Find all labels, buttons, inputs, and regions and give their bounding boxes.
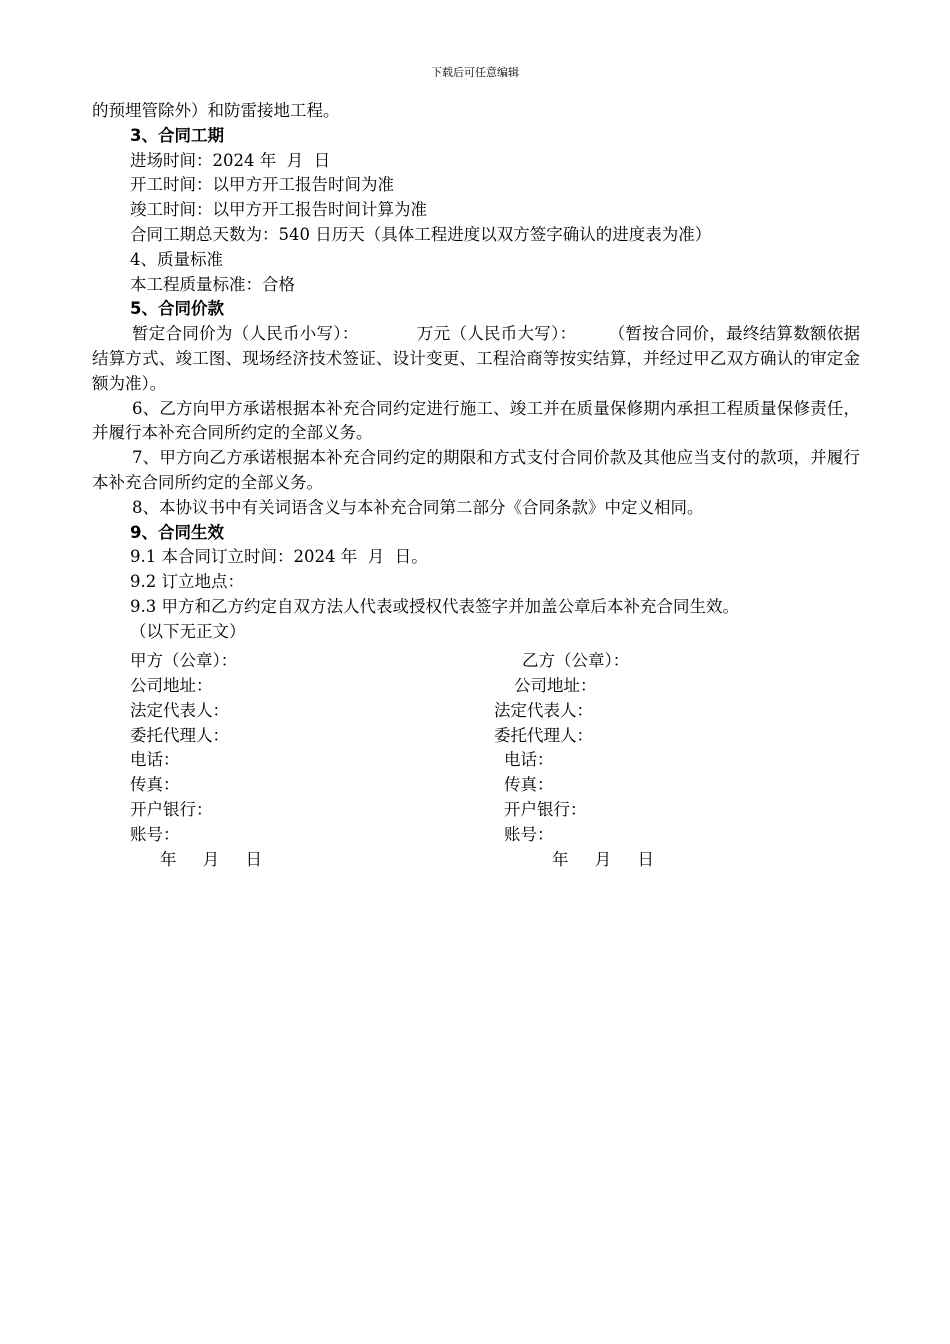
party-a-bank: 开户银行：: [130, 800, 213, 819]
completion-time: 竣工时间：以甲方开工报告时间计算为准: [130, 200, 427, 220]
party-a-legal-rep: 法定代表人：: [130, 701, 229, 720]
party-a-seal: 甲方（公章）：: [130, 651, 238, 670]
contract-body: [92, 99, 860, 645]
party-a-address: 公司地址：: [130, 676, 213, 695]
section-5-title: 5、合同价款: [130, 299, 224, 319]
total-days: 合同工期总天数为：540 日历天（具体工程进度以双方签字确认的进度表为准）: [130, 224, 712, 244]
party-b-date: 年 月 日: [552, 850, 654, 869]
line-continuation: 的预埋管除外）和防雷接地工程。: [92, 101, 340, 120]
clause-6: 6、乙方向甲方承诺根据本补充合同约定进行施工、竣工并在质量保修期内承担工程质量保修责任，并履行本补充合同所约定的全部义务。: [92, 398, 860, 443]
party-b-agent: 委托代理人：: [494, 726, 593, 745]
party-b-legal-rep: 法定代表人：: [494, 701, 593, 720]
party-a-phone: 电话：: [130, 750, 180, 769]
party-a-date: 年 月 日: [160, 850, 262, 869]
clause-9-3: 9.3 甲方和乙方约定自双方法人代表或授权代表签字并加盖公章后本补充合同生效。: [130, 596, 739, 616]
party-b-account: 账号：: [504, 825, 554, 844]
clause-9-1: 9.1 本合同订立时间：2024 年 月 日。: [130, 547, 428, 567]
party-b-address: 公司地址：: [514, 676, 597, 695]
party-a-account: 账号：: [130, 825, 180, 844]
clause-9-2: 9.2 订立地点：: [130, 572, 244, 592]
section-9-title: 9、合同生效: [130, 522, 224, 542]
party-b-seal: 乙方（公章）：: [522, 651, 630, 670]
clause-8: 8、本协议书中有关词语含义与本补充合同第二部分《合同条款》中定义相同。: [132, 497, 704, 517]
party-a-agent: 委托代理人：: [130, 726, 229, 745]
price-uppercase-label: 万元（人民币大写）：: [416, 324, 577, 344]
no-more-text: （以下无正文）: [130, 621, 246, 641]
entry-time: 进场时间：2024 年 月 日: [130, 150, 331, 170]
party-b-phone: 电话：: [504, 750, 554, 769]
party-a-fax: 传真：: [130, 775, 180, 794]
section-3-title: 3、合同工期: [130, 125, 224, 145]
party-b-bank: 开户银行：: [504, 800, 587, 819]
price-lowercase-label: 暂定合同价为（人民币小写）：: [132, 324, 359, 344]
page-header-note: 下载后可任意编辑: [431, 66, 519, 79]
contract-price-clause: [92, 322, 860, 396]
price-settlement-note: （暂按合同价，最终结算数额依据结算方式、竣工图、现场经济技术签证、设计变更、工程洽商等按实结算，并经过甲乙双方确认的审定金额为准）。: [92, 324, 861, 393]
start-time: 开工时间：以甲方开工报告时间为准: [130, 175, 394, 195]
section-4-title: 4、质量标准: [130, 249, 223, 269]
quality-standard: 本工程质量标准：合格: [130, 274, 295, 294]
party-b-fax: 传真：: [504, 775, 554, 794]
clause-7: 7、甲方向乙方承诺根据本补充合同约定的期限和方式支付合同价款及其他应当支付的款项，并履行本补充合同所约定的全部义务。: [92, 448, 860, 492]
